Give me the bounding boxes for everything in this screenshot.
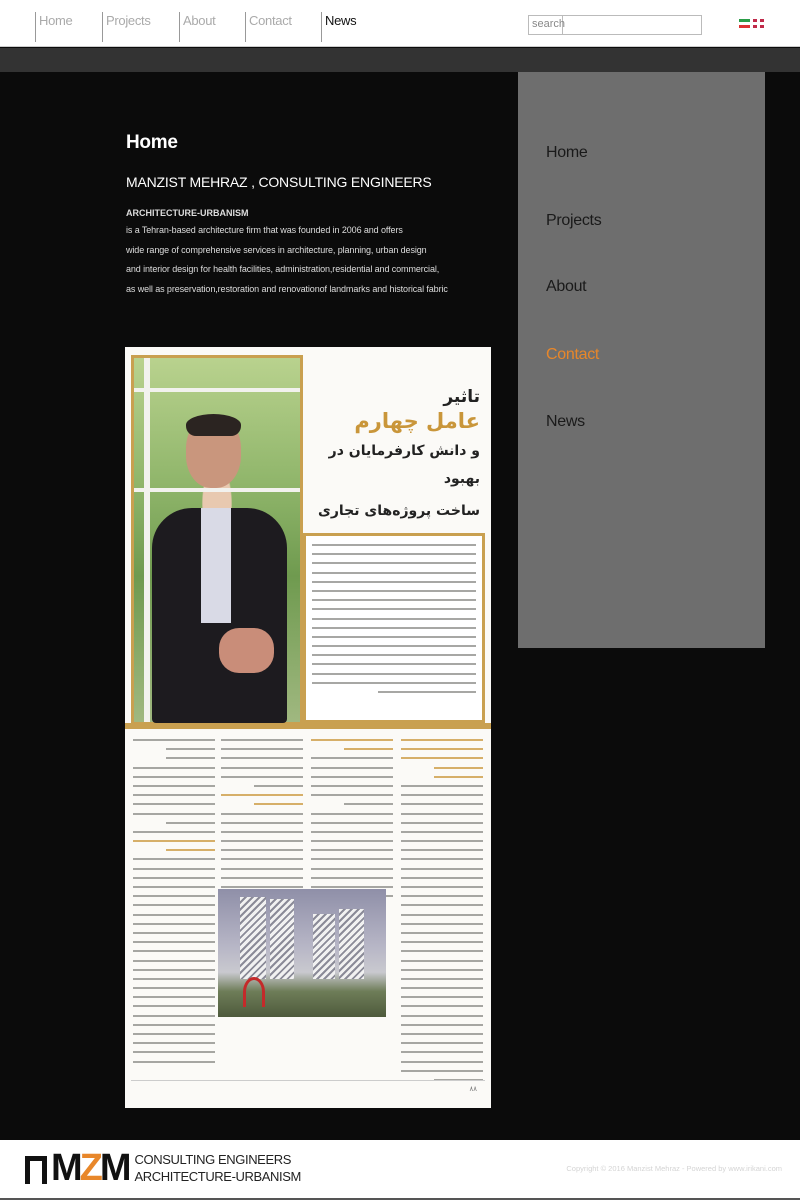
uk-flag-icon[interactable] [753,19,764,28]
article-column [133,739,215,1070]
logo-mark-icon [25,1156,47,1184]
top-nav-about[interactable]: About [179,12,215,42]
description-line: is a Tehran-based architecture firm that was founded in 2006 and offers [126,225,403,235]
article-column [401,739,483,1088]
article-column [221,739,303,904]
description-line: as well as preservation,restoration and renovationof landmarks and historical fabric [126,283,448,294]
tagline: ARCHITECTURE-URBANISM [126,208,249,218]
top-nav-projects[interactable]: Projects [102,12,151,42]
magazine-article-image [125,347,491,1108]
description-line: and interior design for health facilities, administration,residential and commercial, [126,264,440,274]
company-logo[interactable] [25,1148,301,1188]
top-nav-contact[interactable]: Contact [245,12,292,42]
article-column [311,739,393,904]
building-rendering [218,889,386,1017]
firm-description [126,221,506,299]
side-menu-news[interactable]: News [546,413,585,430]
article-headline [305,387,480,525]
logo-letters: MZM [51,1147,129,1189]
top-bar [0,0,800,47]
page-title: Home [126,132,178,153]
search-box [528,15,702,35]
search-label: search [529,16,563,34]
portrait-photo [131,355,303,725]
firm-name: MANZIST MEHRAZ , CONSULTING ENGINEERS [126,174,432,190]
headline-line: ساخت پروژه‌های تجاری [318,503,480,519]
magazine-page-number: ۸۸ [469,1086,477,1093]
side-menu [518,72,765,648]
side-menu-projects[interactable]: Projects [546,212,602,229]
language-switcher [739,19,764,28]
footer [0,1140,800,1200]
side-menu-home[interactable]: Home [546,144,588,161]
gold-divider [125,723,491,729]
top-nav-news[interactable]: News [321,12,356,42]
side-menu-about[interactable]: About [546,278,587,295]
headline-line: تاثیر [443,387,480,407]
headline-highlight: عامل چهارم [354,409,480,433]
article-intro-box [303,533,485,723]
side-menu-contact[interactable]: Contact [546,346,600,363]
search-input[interactable] [563,16,705,34]
top-nav-home[interactable]: Home [35,12,72,42]
footer-line-1: CONSULTING ENGINEERS [134,1152,291,1167]
footer-line-2: ARCHITECTURE-URBANISM [134,1169,301,1184]
header-band [0,48,800,72]
iran-flag-icon[interactable] [739,19,750,28]
copyright-text: Copyright © 2016 Manzist Mehraz - Powered by www.irikani.com [566,1164,782,1173]
headline-line: و دانش کارفرمایان در بهبود [328,443,480,487]
description-line: wide range of comprehensive services in architecture, planning, urban design [126,244,427,255]
main-content [126,132,506,299]
